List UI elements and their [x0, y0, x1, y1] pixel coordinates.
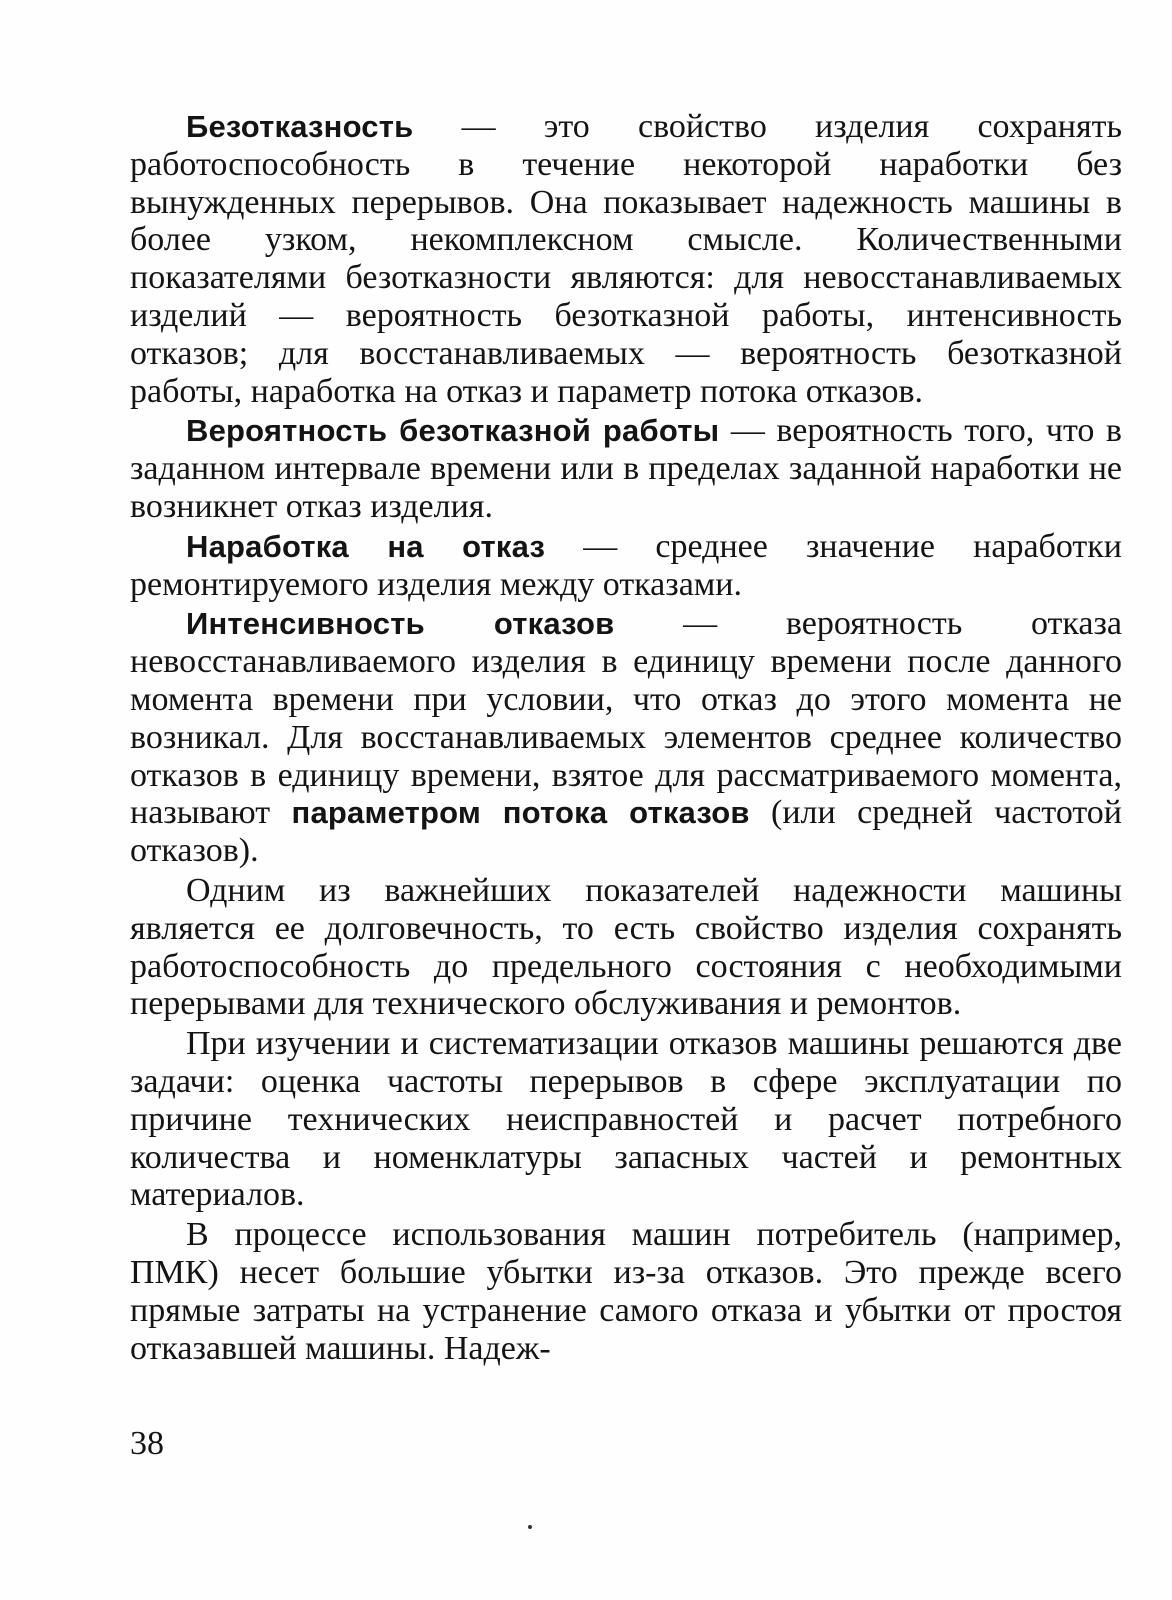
- paragraph-text: — среднее значение наработки ремонтируемого изделия между отказами.: [130, 527, 1122, 603]
- paragraph-text: — это свойство изделия сохранять работоспособность в течение некоторой наработки без вынужденных перерывов. Она показывает надежность машины в более узком, некомплексном смысле. Количественными показателями безотказности являются: для невосстанавливаемых изделий — вероятность безотказной работы, интенсивность отказов; для восстанавливаемых — вероятность безотказной работы, наработка на отказ и параметр потока отказов.: [130, 108, 1122, 410]
- paragraph-text: (или средней частотой отказов).: [130, 794, 1122, 870]
- term-mtbf: Наработка на отказ: [186, 528, 546, 564]
- term-probability: Вероятность безотказной работы: [186, 413, 720, 449]
- paragraph-durability: [130, 872, 1122, 1023]
- paragraph-failure-rate: [130, 605, 1122, 870]
- paragraph-reliability: [130, 108, 1122, 410]
- paragraph-mtbf: [130, 528, 1122, 604]
- paragraph-text: — вероятность того, что в заданном интервале времени или в пределах заданной наработки не возникнет отказ изделия.: [130, 412, 1122, 525]
- term-failure-flow: параметром потока отказов: [291, 795, 750, 831]
- term-failure-rate: Интенсивность отказов: [186, 606, 615, 642]
- body-text: [130, 108, 1122, 1369]
- page-number: 38: [130, 1425, 164, 1462]
- paragraph-text: В процессе использования машин потребитель (например, ПМК) несет большие убытки из-за отказов. Это прежде всего прямые затраты на устранение самого отказа и убытки от простоя отказавшей машины. Надеж-: [130, 1216, 1122, 1367]
- paragraph-tasks: [130, 1025, 1122, 1214]
- paragraph-text: При изучении и систематизации отказов машины решаются две задачи: оценка частоты перерывов в сфере эксплуатации по причине технических неисправностей и расчет потребного количества и номенклатуры запасных частей и ремонтных материалов.: [130, 1025, 1122, 1214]
- print-speck: [528, 1525, 532, 1529]
- paragraph-text: — вероятность отказа невосстанавливаемого изделия в единицу времени после данного момента времени при условии, что отказ до этого момента не возникал. Для восстанавливаемых элементов среднее количество отказов в единицу времени, взятое для рассматриваемого момента, называют: [130, 605, 1122, 832]
- paragraph-losses: [130, 1216, 1122, 1367]
- paragraph-probability: [130, 412, 1122, 525]
- paragraph-text: Одним из важнейших показателей надежности машины является ее долговечность, то есть свойство изделия сохранять работоспособность до предельного состояния с необходимыми перерывами для технического обслуживания и ремонтов.: [130, 871, 1122, 1023]
- term-reliability: Безотказность: [186, 109, 414, 144]
